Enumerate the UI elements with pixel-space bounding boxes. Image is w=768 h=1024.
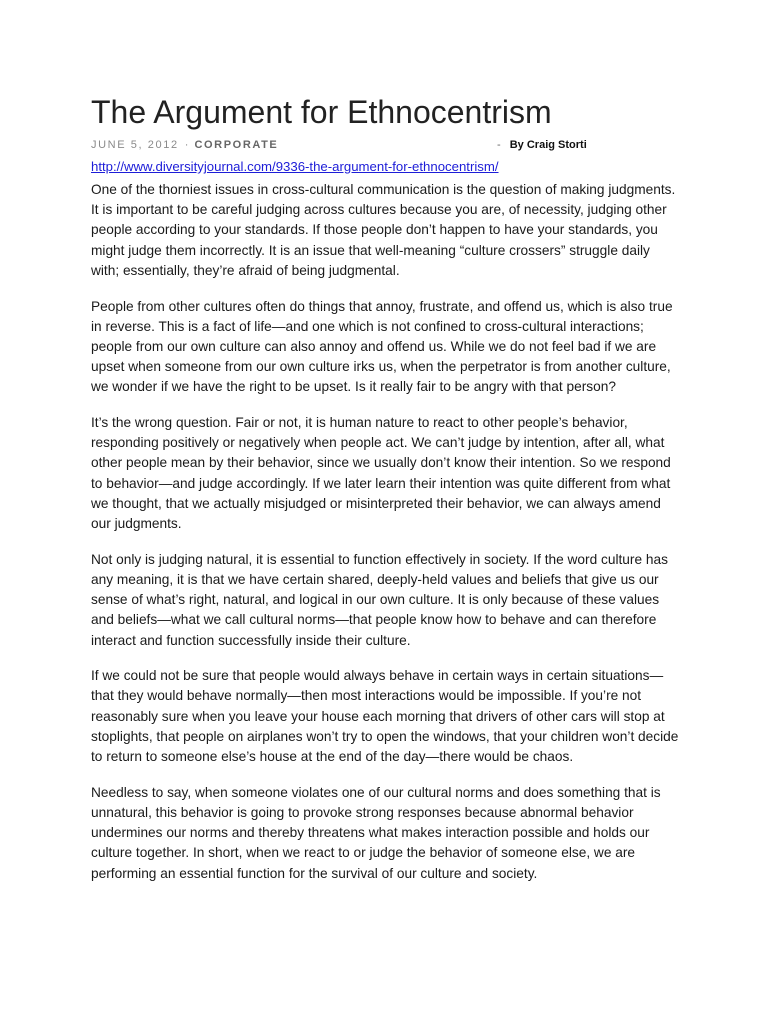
meta-separator: ·: [184, 139, 189, 151]
article-meta: [91, 138, 679, 152]
author-name: By Craig Storti: [509, 139, 587, 151]
publish-date: JUNE 5, 2012: [91, 139, 179, 151]
byline: [497, 138, 587, 152]
paragraph-2: People from other cultures often do things that annoy, frustrate, and offend us, which is also true in reverse. This is a fact of life—and one which is not confined to cross-cultural interactions; people from our own culture can also annoy and offend us. While we do not feel bad if we are upset when someone from our own culture irks us, when the perpetrator is from another culture, we wonder if we have the right to be upset. Is it really fair to be angry with that person?: [91, 298, 673, 395]
article-body: [91, 180, 679, 899]
paragraph-6: Needless to say, when someone violates one of our cultural norms and does something that is unnatural, this behavior is going to provoke strong responses because abnormal behavior undermines our norms and thereby threatens what makes interaction possible and holds our culture together. In short, when we react to or judge the behavior of someone else, we are performing an essential function for the survival of our culture and society.: [91, 784, 661, 881]
article-title: The Argument for Ethnocentrism: [91, 94, 552, 130]
category-label: CORPORATE: [194, 139, 279, 151]
byline-dash: -: [497, 139, 501, 151]
paragraph-1: One of the thorniest issues in cross-cultural communication is the question of making judgments. It is important to be careful judging across cultures because you are, of necessity, judging other people according to your standards. If those people don’t happen to have your standards, you might judge them incorrectly. It is an issue that well-meaning “culture crossers” struggle daily with; essentially, they’re afraid of being judgmental.: [91, 182, 676, 278]
paragraph-4: Not only is judging natural, it is essential to function effectively in society. If the word culture has any meaning, it is that we have certain shared, deeply-held values and beliefs that give us our sense of what’s right, natural, and logical in our own culture. It is only because of these values and beliefs—what we call cultural norms—that people know how to behave and can therefore interact and function successfully inside their culture.: [91, 551, 668, 648]
paragraph-3: It’s the wrong question. Fair or not, it is human nature to react to other people’s behavior, responding positively or negatively when people act. We can’t judge by intention, after all, what other people mean by their behavior, since we usually don’t know their intention. So we respond to behavior—and judge accordingly. If we later learn their intention was quite different from what we thought, that we actually misjudged or misinterpreted their behavior, we can always amend our judgments.: [91, 415, 671, 532]
source-url-link[interactable]: http://www.diversityjournal.com/9336-the-argument-for-ethnocentrism/: [91, 159, 499, 174]
paragraph-5: If we could not be sure that people would always behave in certain ways in certain situations—that they would behave normally—then most interactions would be impossible. If you’re not reasonably sure when you leave your house each morning that drivers of other cars will stop at stoplights, that people on airplanes won’t try to open the windows, that your children won’t decide to return to someone else’s house at the end of the day—there would be chaos.: [91, 668, 679, 765]
